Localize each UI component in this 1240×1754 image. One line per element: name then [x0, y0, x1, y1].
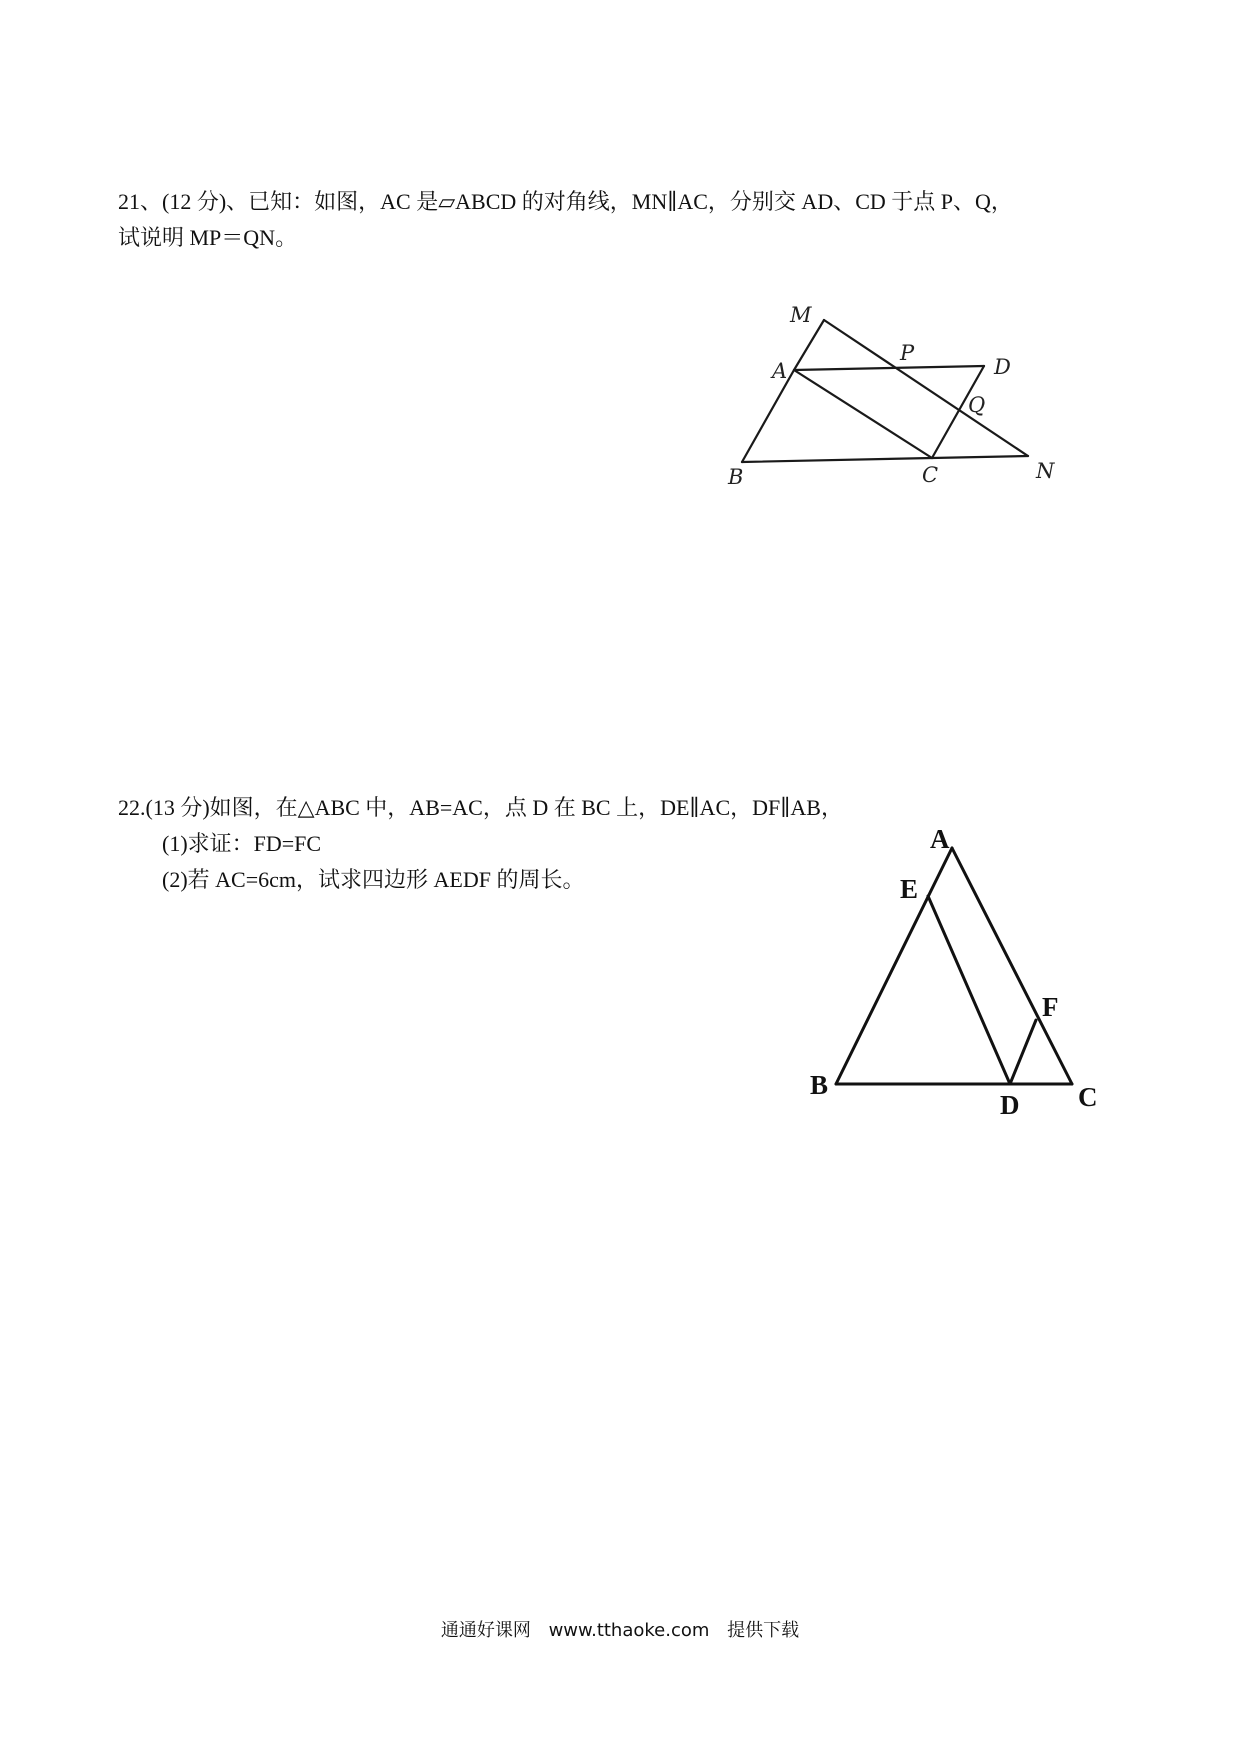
footer-site-name: 通通好课网	[440, 1620, 531, 1641]
question-22-text-line-1: 22.(13 分)如图，在△ABC 中，AB=AC，点 D 在 BC 上，DE∥AC，DF∥AB，	[118, 795, 843, 820]
label-c: C	[1078, 1082, 1098, 1112]
question-22-part-1: (1)求证：FD=FC	[162, 831, 322, 856]
label-a: A	[772, 359, 788, 383]
label-n: N	[1036, 459, 1055, 483]
parallelogram-diagram	[722, 304, 1068, 496]
footer-url: www.tthaoke.com	[548, 1620, 710, 1641]
triangle-diagram	[808, 824, 1110, 1114]
question-21-text-line-2: 试说明 MP＝QN。	[118, 225, 298, 250]
diagonal-ac	[794, 370, 932, 458]
segment-ma	[794, 320, 824, 370]
page-footer	[0, 1616, 1240, 1642]
label-b: B	[810, 1070, 829, 1100]
label-a: A	[930, 824, 950, 854]
label-m: M	[790, 304, 812, 327]
label-d: D	[994, 355, 1011, 379]
label-q: Q	[968, 393, 986, 417]
segment-mn	[824, 320, 1028, 456]
segment-ab	[836, 848, 952, 1084]
question-21-text-line-1: 21、(12 分)、已知：如图，AC 是▱ABCD 的对角线，MN∥AC，分别交 AD、CD 于点 P、Q，	[118, 189, 1013, 214]
question-22-figure	[808, 824, 1110, 1114]
segment-df	[1010, 1020, 1036, 1084]
question-22-part-2: (2)若 AC=6cm，试求四边形 AEDF 的周长。	[162, 867, 585, 892]
segment-ad	[794, 366, 984, 370]
label-e: E	[900, 874, 919, 904]
segment-bc	[742, 458, 932, 462]
segment-ab	[742, 370, 794, 462]
label-p: P	[900, 341, 915, 365]
label-b: B	[728, 465, 744, 489]
segment-ac	[952, 848, 1072, 1084]
segment-de	[928, 896, 1010, 1084]
footer-suffix: 提供下载	[727, 1620, 800, 1641]
question-21-figure	[722, 304, 1068, 496]
label-f: F	[1042, 992, 1059, 1022]
label-c: C	[922, 463, 939, 487]
segment-cn	[932, 456, 1028, 458]
label-d: D	[1000, 1090, 1020, 1114]
